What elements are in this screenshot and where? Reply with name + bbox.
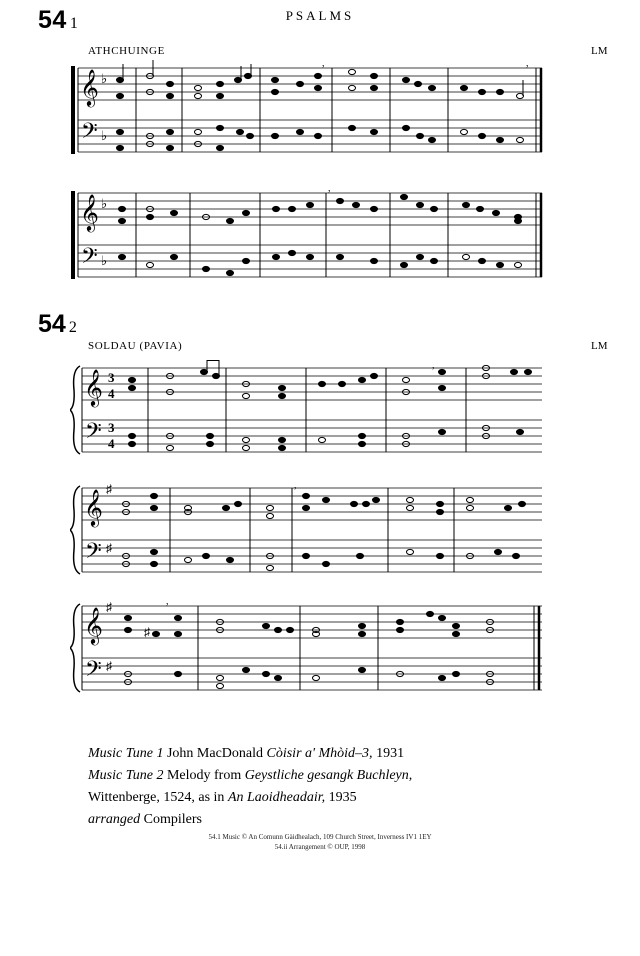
- notehead: [171, 210, 178, 215]
- notehead: [279, 385, 286, 390]
- notehead: [119, 218, 126, 223]
- notehead: [279, 437, 286, 442]
- notehead: [175, 631, 182, 636]
- staff-lines: [82, 606, 542, 690]
- notehead: [431, 206, 438, 211]
- notehead: [351, 501, 358, 506]
- notehead: [125, 615, 132, 620]
- notehead: [401, 194, 408, 199]
- notes: [123, 493, 526, 570]
- notehead: [337, 254, 344, 259]
- notehead: [397, 627, 404, 632]
- credit-source: An Laoidheadair,: [227, 790, 326, 805]
- notehead: [147, 262, 154, 267]
- notehead: [417, 133, 424, 138]
- credit-label: arranged: [88, 812, 141, 827]
- notehead: [263, 623, 270, 628]
- brace: [70, 366, 80, 454]
- tune-1-meter: LM: [591, 45, 608, 57]
- bass-clef-icon: 𝄢: [81, 119, 98, 148]
- notehead: [515, 262, 522, 267]
- notehead: [297, 81, 304, 86]
- notehead: [397, 619, 404, 624]
- tune-2-name: SOLDAU (PAVIA): [88, 340, 183, 352]
- notehead: [247, 133, 254, 138]
- notehead: [151, 505, 158, 510]
- notehead: [151, 549, 158, 554]
- notehead: [493, 210, 500, 215]
- notehead: [185, 557, 192, 562]
- notehead: [353, 202, 360, 207]
- bass-clef-icon: 𝄢: [81, 244, 98, 273]
- notehead: [147, 214, 154, 219]
- notehead: [119, 206, 126, 211]
- score-system: [70, 360, 550, 460]
- credit-composer: John MacDonald: [166, 746, 263, 761]
- notehead: [307, 202, 314, 207]
- key-flat-icon: ♭: [101, 196, 108, 211]
- treble-clef-icon: 𝄞: [84, 489, 103, 525]
- time-signature: 3: [108, 370, 115, 385]
- notehead: [359, 441, 366, 446]
- credit-line: [88, 743, 608, 765]
- credit-source: Geystliche gesangk Buchleyn,: [244, 768, 413, 783]
- staff-lines: [82, 368, 542, 452]
- notehead: [243, 445, 250, 450]
- notehead: [519, 501, 526, 506]
- notehead: [129, 441, 136, 446]
- notehead: [167, 81, 174, 86]
- notehead: [371, 129, 378, 134]
- notehead: [497, 137, 504, 142]
- notehead: [439, 369, 446, 374]
- barlines: [198, 606, 539, 690]
- bracket: [71, 66, 78, 154]
- notehead: [263, 671, 270, 676]
- notehead: [315, 73, 322, 78]
- score-system: [70, 598, 550, 698]
- barlines: [170, 488, 454, 572]
- notehead: [495, 549, 502, 554]
- key-flat-icon: ♭: [101, 128, 108, 143]
- notehead: [349, 85, 356, 90]
- breath-mark-icon: ,: [328, 185, 331, 194]
- notehead: [417, 202, 424, 207]
- notehead: [217, 145, 224, 150]
- time-signature: 4: [108, 436, 115, 451]
- staff-lines: [78, 68, 542, 152]
- key-flat-icon: ♭: [101, 71, 108, 86]
- notehead: [273, 254, 280, 259]
- brace: [70, 486, 80, 574]
- notehead: [315, 85, 322, 90]
- notehead: [505, 505, 512, 510]
- notehead: [151, 493, 158, 498]
- breath-mark-icon: ,: [432, 360, 435, 371]
- running-title: PSALMS: [285, 8, 355, 23]
- notehead: [275, 675, 282, 680]
- key-sharp-icon: ♯: [106, 659, 112, 673]
- credit-text: Compilers: [143, 812, 202, 827]
- credit-source: Còisir a' Mhòid–3,: [266, 746, 373, 761]
- notes: [125, 611, 494, 688]
- treble-clef-icon: 𝄞: [84, 369, 103, 405]
- breath-mark-icon: ,: [322, 60, 325, 69]
- notehead: [223, 505, 230, 510]
- notehead: [217, 93, 224, 98]
- notehead: [513, 553, 520, 558]
- notehead: [479, 89, 486, 94]
- notehead: [349, 69, 356, 74]
- notehead: [461, 129, 468, 134]
- notehead: [129, 433, 136, 438]
- notehead: [417, 254, 424, 259]
- notehead: [453, 623, 460, 628]
- treble-clef-icon: 𝄞: [84, 607, 103, 643]
- notehead: [371, 85, 378, 90]
- credit-line: [88, 765, 608, 787]
- tune-2-number-value: 54: [38, 310, 66, 338]
- notehead: [373, 497, 380, 502]
- tune-index: 1: [69, 15, 79, 32]
- notehead: [479, 258, 486, 263]
- notehead: [439, 615, 446, 620]
- notehead: [235, 77, 242, 82]
- breath-mark-icon: ,: [166, 598, 169, 607]
- notehead: [439, 385, 446, 390]
- notehead: [319, 437, 326, 442]
- notehead: [463, 254, 470, 259]
- notehead: [203, 553, 210, 558]
- notehead: [463, 202, 470, 207]
- notehead: [267, 513, 274, 518]
- sharp-icon: ♯: [144, 625, 150, 639]
- key-sharp-icon: ♯: [106, 482, 112, 496]
- notehead: [407, 497, 414, 502]
- notehead: [415, 81, 422, 86]
- notehead: [437, 553, 444, 558]
- notehead: [407, 549, 414, 554]
- notehead: [401, 262, 408, 267]
- notehead: [453, 631, 460, 636]
- notehead: [287, 627, 294, 632]
- notehead: [359, 623, 366, 628]
- notehead: [243, 258, 250, 263]
- notehead: [517, 429, 524, 434]
- credit-year: 1935: [328, 790, 357, 805]
- notes: [119, 194, 522, 275]
- score-system: [70, 480, 550, 580]
- copyright-line: 54.ii Arrangement © OUP, 1998: [274, 843, 366, 851]
- notehead: [235, 501, 242, 506]
- notehead: [429, 85, 436, 90]
- notehead: [303, 493, 310, 498]
- notes: [129, 360, 532, 451]
- notehead: [243, 393, 250, 398]
- breath-mark-icon: ,: [294, 480, 297, 491]
- credit-text: Melody from: [166, 768, 242, 783]
- notehead: [171, 254, 178, 259]
- tune-2-meter: LM: [591, 340, 608, 352]
- notehead: [129, 377, 136, 382]
- notehead: [195, 93, 202, 98]
- notehead: [117, 77, 124, 82]
- notehead: [243, 667, 250, 672]
- notehead: [477, 206, 484, 211]
- notehead: [201, 369, 208, 374]
- credit-label: Music Tune 1: [88, 746, 164, 761]
- notes: [117, 60, 524, 151]
- notehead: [167, 445, 174, 450]
- notehead: [349, 125, 356, 130]
- barlines: [148, 368, 466, 452]
- notehead: [359, 433, 366, 438]
- notehead: [279, 445, 286, 450]
- notehead: [313, 675, 320, 680]
- notehead: [339, 381, 346, 386]
- notehead: [129, 385, 136, 390]
- key-sharp-icon: ♯: [106, 600, 112, 614]
- time-signature: 4: [108, 386, 115, 401]
- notehead: [227, 270, 234, 275]
- notehead: [117, 145, 124, 150]
- notehead: [323, 561, 330, 566]
- notehead: [307, 254, 314, 259]
- notehead: [403, 125, 410, 130]
- notehead: [315, 133, 322, 138]
- notehead: [371, 373, 378, 378]
- notehead: [267, 565, 274, 570]
- notehead: [279, 393, 286, 398]
- notehead: [272, 89, 279, 94]
- notehead: [497, 262, 504, 267]
- notehead: [119, 254, 126, 259]
- bass-clef-icon: 𝄢: [85, 419, 102, 448]
- notehead: [243, 210, 250, 215]
- notehead: [297, 129, 304, 134]
- notehead: [517, 137, 524, 142]
- notehead: [167, 93, 174, 98]
- notehead: [437, 509, 444, 514]
- notehead: [439, 429, 446, 434]
- notehead: [403, 377, 410, 382]
- notehead: [272, 77, 279, 82]
- notehead: [403, 77, 410, 82]
- notehead: [359, 631, 366, 636]
- score-system: [70, 185, 550, 285]
- notehead: [289, 206, 296, 211]
- notehead: [217, 81, 224, 86]
- notehead: [217, 675, 224, 680]
- notehead: [167, 129, 174, 134]
- treble-clef-icon: 𝄞: [80, 69, 99, 105]
- notehead: [237, 129, 244, 134]
- notehead: [207, 433, 214, 438]
- notehead: [227, 218, 234, 223]
- notehead: [525, 369, 532, 374]
- notehead: [272, 133, 279, 138]
- key-flat-icon: ♭: [101, 253, 108, 268]
- notehead: [497, 89, 504, 94]
- notehead: [207, 441, 214, 446]
- time-signature: 3: [108, 420, 115, 435]
- notehead: [151, 561, 158, 566]
- notehead: [453, 671, 460, 676]
- tune-2-index: 2: [68, 319, 77, 336]
- notehead: [515, 218, 522, 223]
- bass-clef-icon: 𝄢: [85, 657, 102, 686]
- credit-line: [88, 787, 608, 809]
- notehead: [275, 627, 282, 632]
- copyright-line: 54.1 Music © An Comunn Gàidhealach, 109 Church Street, Inverness IV1 1EY: [208, 833, 432, 841]
- notehead: [323, 497, 330, 502]
- notehead: [217, 125, 224, 130]
- notehead: [337, 198, 344, 203]
- notehead: [273, 206, 280, 211]
- notehead: [429, 137, 436, 142]
- notehead: [479, 133, 486, 138]
- music-credits: [88, 743, 608, 831]
- treble-clef-icon: 𝄞: [80, 194, 99, 230]
- notehead: [303, 553, 310, 558]
- hymn-number-value: 54: [38, 6, 67, 34]
- notehead: [511, 369, 518, 374]
- notehead: [517, 93, 524, 98]
- bracket: [71, 191, 78, 279]
- credit-label: Music Tune 2: [88, 768, 164, 783]
- notehead: [371, 206, 378, 211]
- notehead: [195, 129, 202, 134]
- notehead: [153, 631, 160, 636]
- notehead: [117, 93, 124, 98]
- notehead: [227, 557, 234, 562]
- notehead: [357, 553, 364, 558]
- notehead: [371, 258, 378, 263]
- notehead: [175, 671, 182, 676]
- notehead: [245, 73, 252, 78]
- notehead: [243, 437, 250, 442]
- notehead: [363, 501, 370, 506]
- brace: [70, 604, 80, 692]
- notehead: [437, 501, 444, 506]
- credit-text: Wittenberge, 1524, as in: [88, 790, 225, 805]
- credit-year: 1931: [376, 746, 405, 761]
- notehead: [467, 497, 474, 502]
- notehead: [175, 615, 182, 620]
- credit-line: [88, 809, 608, 831]
- score-system: [70, 60, 550, 160]
- notehead: [407, 505, 414, 510]
- notehead: [289, 250, 296, 255]
- notehead: [267, 505, 274, 510]
- bass-clef-icon: 𝄢: [85, 539, 102, 568]
- barlines: [136, 68, 541, 152]
- tune-1-name: ATHCHUINGE: [88, 45, 165, 57]
- notehead: [213, 373, 220, 378]
- notehead: [359, 377, 366, 382]
- notehead: [461, 85, 468, 90]
- notehead: [195, 85, 202, 90]
- notehead: [359, 667, 366, 672]
- notehead: [117, 129, 124, 134]
- notehead: [303, 505, 310, 510]
- notehead: [371, 73, 378, 78]
- notehead: [439, 675, 446, 680]
- notehead: [467, 505, 474, 510]
- notehead: [217, 683, 224, 688]
- notehead: [427, 611, 434, 616]
- key-sharp-icon: ♯: [106, 541, 112, 555]
- tune-2-number: [38, 310, 77, 339]
- notehead: [125, 627, 132, 632]
- notehead: [167, 145, 174, 150]
- breath-mark-icon: ,: [526, 60, 529, 69]
- notehead: [319, 381, 326, 386]
- barlines: [136, 193, 541, 277]
- notehead: [431, 258, 438, 263]
- notehead: [203, 266, 210, 271]
